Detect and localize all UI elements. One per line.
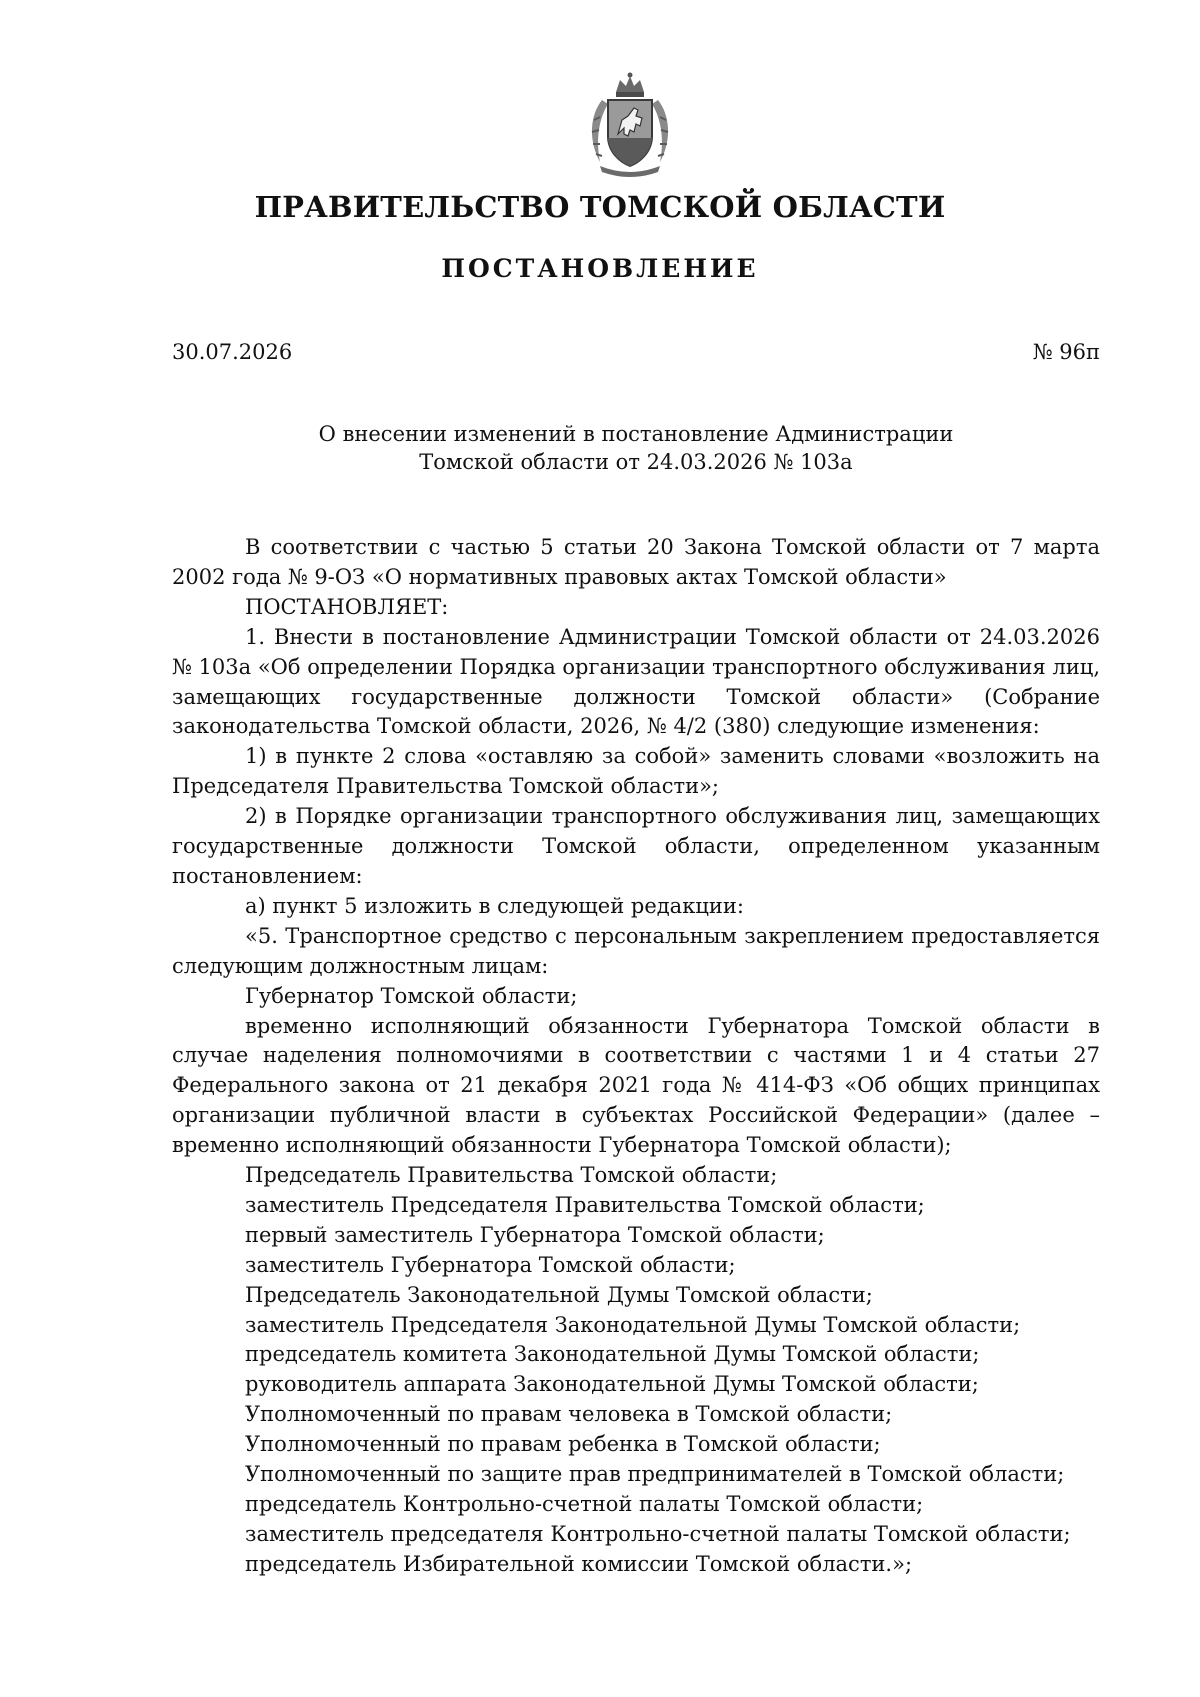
list-item: Уполномоченный по защите прав предпринимателей в Томской области;	[245, 1462, 1065, 1487]
list-item: заместитель Председателя Законодательной Думы Томской области;	[245, 1312, 1021, 1337]
organization-title: ПРАВИТЕЛЬСТВО ТОМСКОЙ ОБЛАСТИ	[254, 190, 946, 224]
body-paragraph: 1) в пункте 2 слова «оставляю за собой» заменить словами «возложить на Председателя Правительства Томской области»;	[172, 744, 1100, 799]
list-item: первый заместитель Губернатора Томской области;	[245, 1222, 825, 1247]
list-item: Председатель Правительства Томской области;	[245, 1163, 778, 1188]
resolution-keyword: ПОСТАНОВЛЯЕТ:	[245, 594, 449, 619]
list-item: заместитель Губернатора Томской области;	[245, 1252, 736, 1277]
document-subject	[172, 420, 1100, 476]
body-paragraph: 2) в Порядке организации транспортного обслуживания лиц, замещающих государственные должности Томской области, определенном указанным постановлением:	[172, 804, 1100, 888]
list-item: Председатель Законодательной Думы Томской области;	[245, 1282, 873, 1307]
body-paragraph: В соответствии с частью 5 статьи 20 Закона Томской области от 7 марта 2002 года № 9-ОЗ «О нормативных правовых актах Томской области»	[172, 535, 1100, 589]
list-item: Губернатор Томской области;	[245, 983, 578, 1008]
body-paragraph: временно исполняющий обязанности Губернатора Томской области в случае наделения полномочиями в соответствии с частями 1 и 4 статьи 27 Федерального закона от 21 декабря 2021 года № 414-ФЗ «Об общих принципах организации публичной власти в субъектах Российской Федерации» (далее – временно исполняющий обязанности Губернатора Томской области);	[172, 1013, 1100, 1158]
list-item: заместитель Председателя Правительства Томской области;	[245, 1192, 925, 1217]
document-type: ПОСТАНОВЛЕНИЕ	[441, 254, 759, 283]
subject-line: Томской области от 24.03.2026 № 103а	[419, 450, 853, 474]
body-paragraph: «5. Транспортное средство с персональным закреплением предоставляется следующим должностным лицам:	[172, 923, 1100, 978]
document-number: № 96п	[1032, 340, 1100, 364]
list-item: Уполномоченный по правам ребенка в Томской области;	[245, 1432, 881, 1457]
list-item: председатель Избирательной комиссии Томской области.»;	[245, 1551, 913, 1576]
coat-of-arms-emblem	[582, 70, 678, 180]
body-paragraph: 1. Внести в постановление Администрации Томской области от 24.03.2026 № 103а «Об определении Порядка организации транспортного обслуживания лиц, замещающих государственные должности Томской области» (Собрание законодательства Томской области, 2026, № 4/2 (380) следующие изменения:	[172, 624, 1100, 739]
list-item: председатель комитета Законодательной Думы Томской области;	[245, 1342, 980, 1367]
list-item: заместитель председателя Контрольно-счетной палаты Томской области;	[245, 1521, 1071, 1546]
document-date: 30.07.2026	[172, 340, 293, 364]
body-paragraph: а) пункт 5 изложить в следующей редакции:	[245, 893, 744, 918]
subject-line: О внесении изменений в постановление Администрации	[318, 422, 954, 446]
list-item: Уполномоченный по правам человека в Томской области;	[245, 1402, 893, 1427]
list-item: руководитель аппарата Законодательной Думы Томской области;	[245, 1372, 979, 1397]
document-body	[172, 533, 1100, 1580]
list-item: председатель Контрольно-счетной палаты Томской области;	[245, 1492, 924, 1516]
